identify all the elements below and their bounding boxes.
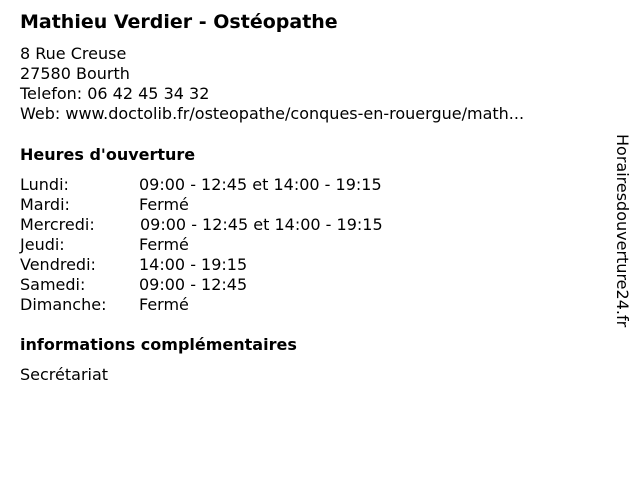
hours-value: Fermé <box>139 235 189 254</box>
additional-info-heading: informations complémentaires <box>20 335 297 354</box>
hours-value: Fermé <box>139 195 189 214</box>
day-label: Vendredi: <box>20 255 96 274</box>
day-label: Dimanche: <box>20 295 107 314</box>
address-street: 8 Rue Creuse <box>20 44 127 63</box>
hours-value: 09:00 - 12:45 et 14:00 - 19:15 <box>140 215 383 234</box>
phone-number[interactable]: Telefon: 06 42 45 34 32 <box>20 84 210 103</box>
day-label: Mercredi: <box>20 215 95 234</box>
day-label: Samedi: <box>20 275 86 294</box>
website-link[interactable]: Web: www.doctolib.fr/osteopathe/conques-en-rouergue/math... <box>20 104 525 123</box>
hours-value: 09:00 - 12:45 <box>139 275 248 294</box>
day-label: Mardi: <box>20 195 70 214</box>
address-city: 27580 Bourth <box>20 64 130 83</box>
site-watermark: Horairesdouverture24.fr <box>613 134 632 328</box>
day-label: Jeudi: <box>20 235 65 254</box>
day-label: Lundi: <box>20 175 69 194</box>
opening-hours-heading: Heures d'ouverture <box>20 145 196 164</box>
additional-info-text: Secrétariat <box>20 365 109 384</box>
business-name: Mathieu Verdier - Ostéopathe <box>20 11 338 33</box>
hours-value: Fermé <box>139 295 189 314</box>
hours-value: 14:00 - 19:15 <box>139 255 248 274</box>
hours-value: 09:00 - 12:45 et 14:00 - 19:15 <box>139 175 382 194</box>
contact-block <box>20 44 524 124</box>
